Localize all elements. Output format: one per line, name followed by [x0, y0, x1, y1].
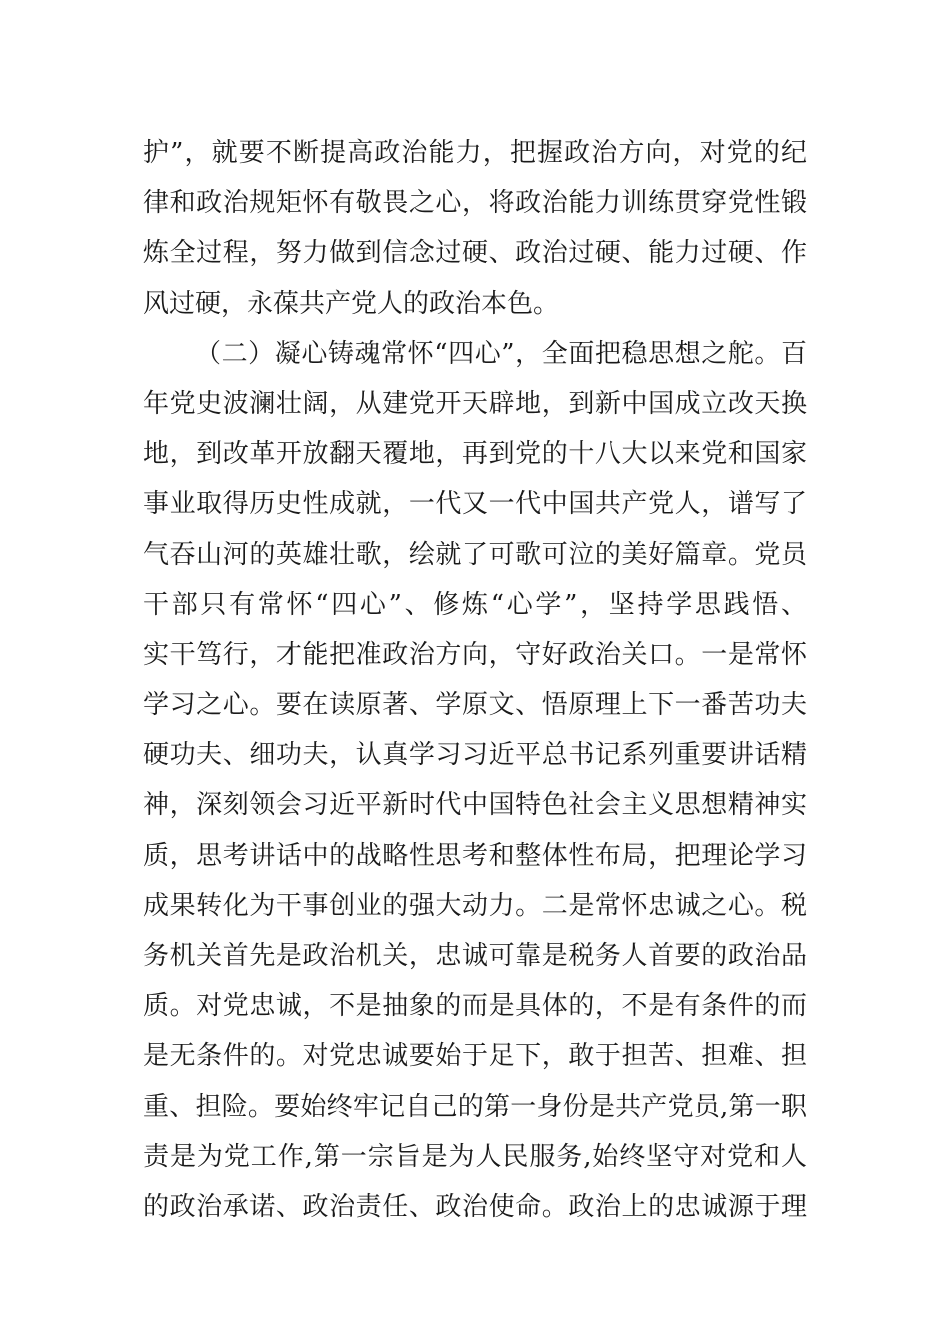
text-line: 责是为党工作,第一宗旨是为人民服务,始终坚守对党和人	[143, 1141, 807, 1172]
text-line: 的政治承诺、政治责任、政治使命。政治上的忠诚源于理	[143, 1191, 807, 1222]
text-line: 硬功夫、细功夫，认真学习习近平总书记系列重要讲话精	[143, 740, 807, 771]
text-line: 重、担险。要始终牢记自己的第一身份是共产党员,第一职	[143, 1091, 807, 1122]
text-line: 干部只有常怀“四心”、修炼“心学”，坚持学思践悟、	[143, 589, 807, 620]
text-line: 实干笃行，才能把准政治方向，守好政治关口。一是常怀	[143, 639, 807, 670]
text-line: 质。对党忠诚，不是抽象的而是具体的，不是有条件的而	[143, 991, 807, 1022]
text-line: 是无条件的。对党忠诚要始于足下，敢于担苦、担难、担	[143, 1041, 807, 1072]
text-line: 气吞山河的英雄壮歌，绘就了可歌可泣的美好篇章。党员	[143, 539, 807, 570]
section-heading-line: （二）凝心铸魂常怀“四心”，全面把稳思想之舵。百	[195, 338, 807, 369]
text-line: 炼全过程，努力做到信念过硬、政治过硬、能力过硬、作	[143, 238, 807, 269]
text-line: 神，深刻领会习近平新时代中国特色社会主义思想精神实	[143, 790, 807, 821]
text-line: 地，到改革开放翻天覆地，再到党的十八大以来党和国家	[143, 439, 807, 470]
text-line: 事业取得历史性成就，一代又一代中国共产党人，谱写了	[143, 489, 807, 520]
text-line: 年党史波澜壮阔，从建党开天辟地，到新中国成立改天换	[143, 388, 807, 419]
text-line: 成果转化为干事创业的强大动力。二是常怀忠诚之心。税	[143, 890, 807, 921]
text-line: 务机关首先是政治机关，忠诚可靠是税务人首要的政治品	[143, 941, 807, 971]
text-line: 质，思考讲话中的战略性思考和整体性布局，把理论学习	[143, 840, 807, 871]
text-line: 护”，就要不断提高政治能力，把握政治方向，对党的纪	[143, 138, 807, 168]
body-text	[143, 128, 807, 1232]
text-line: 风过硬，永葆共产党人的政治本色。	[143, 288, 560, 319]
text-line: 律和政治规矩怀有敬畏之心，将政治能力训练贯穿党性锻	[143, 188, 807, 219]
text-line: 学习之心。要在读原著、学原文、悟原理上下一番苦功夫	[143, 690, 807, 721]
